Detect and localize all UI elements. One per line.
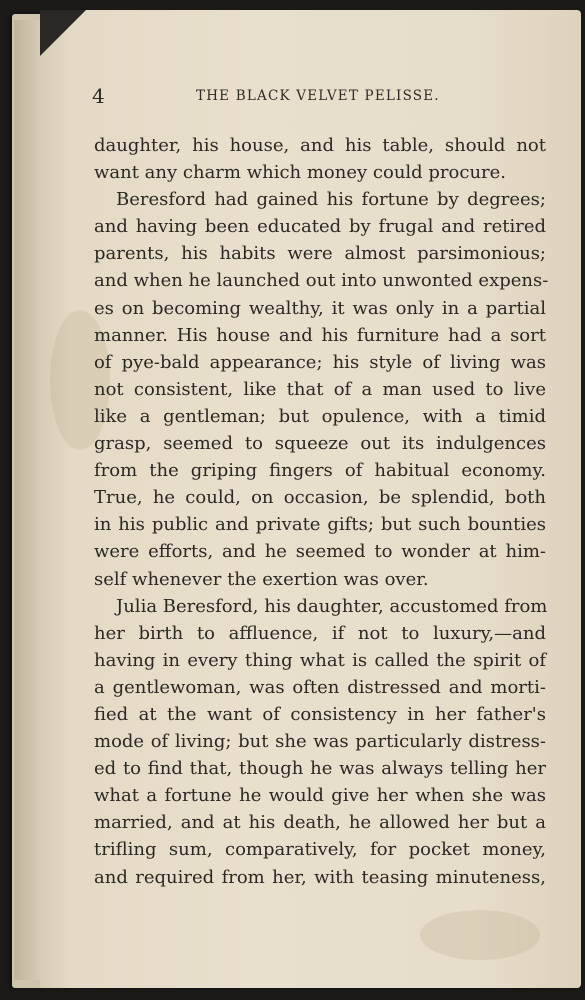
text-line: self whenever the exertion was over.: [94, 568, 429, 590]
text-line: want any charm which money could procure.: [94, 162, 507, 184]
text-line: Julia Beresford, his daughter, accustomed from: [116, 595, 548, 617]
page-header: [92, 84, 562, 108]
text-line: Beresford had gained his fortune by degrees;: [116, 189, 546, 211]
text-line: mode of living; but she was particularly distress-: [94, 731, 546, 753]
text-line: daughter, his house, and his table, should not: [94, 135, 546, 156]
running-head: THE BLACK VELVET PELISSE.: [196, 88, 440, 104]
text-line: manner. His house and his furniture had a sort: [94, 324, 546, 346]
text-line: and having been educated by frugal and retired: [94, 216, 546, 238]
text-line: having in every thing what is called the spirit of: [94, 649, 546, 671]
text-line: trifling sum, comparatively, for pocket money,: [94, 839, 546, 861]
text-line: of pye-bald appearance; his style of living was: [94, 351, 546, 373]
text-line: married, and at his death, he allowed her but a: [94, 812, 546, 834]
text-line: not consistent, like that of a man used to live: [94, 378, 546, 400]
text-line: ed to find that, though he was always telling her: [94, 758, 546, 780]
text-line: grasp, seemed to squeeze out its indulgences: [94, 433, 546, 455]
text-line: in his public and private gifts; but such bounties: [94, 514, 546, 536]
paper-stain: [420, 910, 540, 960]
text-line: parents, his habits were almost parsimonious;: [94, 243, 546, 265]
text-line: True, he could, on occasion, be splendid, both: [94, 487, 546, 509]
page-corner-fold: [40, 10, 86, 56]
page-number: 4: [92, 84, 105, 108]
text-line: what a fortune he would give her when she was: [94, 785, 546, 807]
text-line: from the griping fingers of habitual economy.: [94, 460, 546, 482]
text-line: and when he launched out into unwonted expens-: [94, 270, 549, 292]
text-line: es on becoming wealthy, it was only in a partial: [94, 297, 546, 319]
text-line: fied at the want of consistency in her father's: [94, 703, 546, 725]
text-line: her birth to affluence, if not to luxury,—and: [94, 622, 546, 644]
text-line: were efforts, and he seemed to wonder at him-: [94, 541, 546, 563]
text-line: and required from her, with teasing minuteness,: [94, 866, 546, 888]
text-line: like a gentleman; but opulence, with a timid: [94, 405, 546, 427]
body-text: [94, 132, 549, 891]
text-line: a gentlewoman, was often distressed and morti-: [94, 676, 546, 698]
